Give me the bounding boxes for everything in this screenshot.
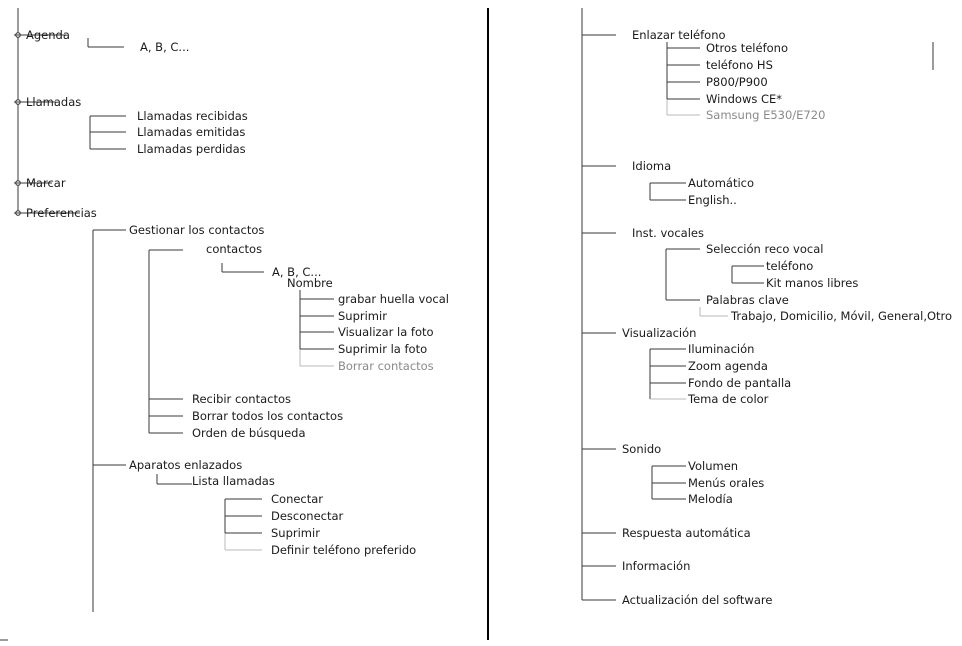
menu-visualizacion: Visualización (622, 326, 697, 340)
menu-preferencias: Preferencias (26, 206, 97, 220)
visualizacion-item-tema: Tema de color (688, 392, 769, 406)
menu-actualizacion-software: Actualización del software (622, 593, 773, 607)
sonido-item-volumen: Volumen (688, 459, 739, 473)
lista-item-suprimir: Suprimir (271, 526, 320, 540)
gestionar-contactos: contactos (206, 242, 263, 256)
visualizacion-item-iluminacion: Iluminación (688, 342, 755, 356)
menu-agenda: Agenda (26, 28, 70, 42)
vocales-palabras-clave: Palabras clave (706, 293, 789, 307)
gestionar-item-recibir: Recibir contactos (192, 392, 292, 406)
llamadas-item-perdidas: Llamadas perdidas (137, 142, 246, 156)
menu-sonido: Sonido (622, 442, 662, 456)
contactos-abc: A, B, C... (272, 265, 322, 279)
nombre-item-suprimir: Suprimir (338, 309, 387, 323)
enlazar-item-hs: teléfono HS (706, 58, 773, 72)
nombre-item-suprimir-foto: Suprimir la foto (338, 342, 428, 356)
pref-aparatos-enlazados: Aparatos enlazados (129, 458, 243, 472)
contactos-nombre: Nombre (287, 276, 333, 290)
agenda-item-abc: A, B, C... (140, 40, 190, 54)
sonido-item-menus-orales: Menús orales (688, 476, 765, 490)
gestionar-item-borrar-todos: Borrar todos los contactos (192, 409, 344, 423)
menu-idioma: Idioma (632, 159, 672, 173)
nombre-item-grabar: grabar huella vocal (338, 292, 449, 306)
nombre-item-visualizar-foto: Visualizar la foto (338, 325, 434, 339)
seleccion-item-kit: Kit manos libres (766, 276, 859, 290)
palabras-item-list: Trabajo, Domicilio, Móvil, General,Otro (731, 309, 953, 323)
lista-item-conectar: Conectar (271, 492, 324, 506)
lista-item-definir: Definir teléfono preferido (271, 543, 417, 557)
aparatos-lista-llamadas: Lista llamadas (192, 474, 275, 488)
seleccion-item-telefono: teléfono (766, 259, 814, 273)
enlazar-item-p800: P800/P900 (706, 75, 768, 89)
visualizacion-item-zoom: Zoom agenda (688, 359, 768, 373)
llamadas-item-emitidas: Llamadas emitidas (137, 125, 246, 139)
nombre-item-borrar: Borrar contactos (338, 359, 434, 373)
gestionar-item-orden: Orden de búsqueda (192, 426, 306, 440)
menu-respuesta-automatica: Respuesta automática (622, 526, 751, 540)
menu-marcar: Marcar (26, 176, 66, 190)
menu-informacion: Información (622, 559, 691, 573)
idioma-item-english: English.. (688, 193, 737, 207)
idioma-item-automatico: Automático (688, 176, 755, 190)
visualizacion-item-fondo: Fondo de pantalla (688, 376, 792, 390)
llamadas-item-recibidas: Llamadas recibidas (137, 109, 248, 123)
enlazar-item-otros: Otros teléfono (706, 41, 788, 55)
menu-enlazar-telefono: Enlazar teléfono (632, 28, 726, 42)
sonido-item-melodia: Melodía (688, 492, 733, 506)
lista-item-desconectar: Desconectar (271, 509, 344, 523)
menu-llamadas: Llamadas (26, 95, 82, 109)
menu-inst-vocales: Inst. vocales (632, 226, 704, 240)
enlazar-item-samsung: Samsung E530/E720 (706, 108, 826, 122)
enlazar-item-windows-ce: Windows CE* (706, 92, 783, 106)
vocales-seleccion-reco: Selección reco vocal (706, 242, 824, 256)
pref-gestionar-contactos: Gestionar los contactos (129, 223, 265, 237)
